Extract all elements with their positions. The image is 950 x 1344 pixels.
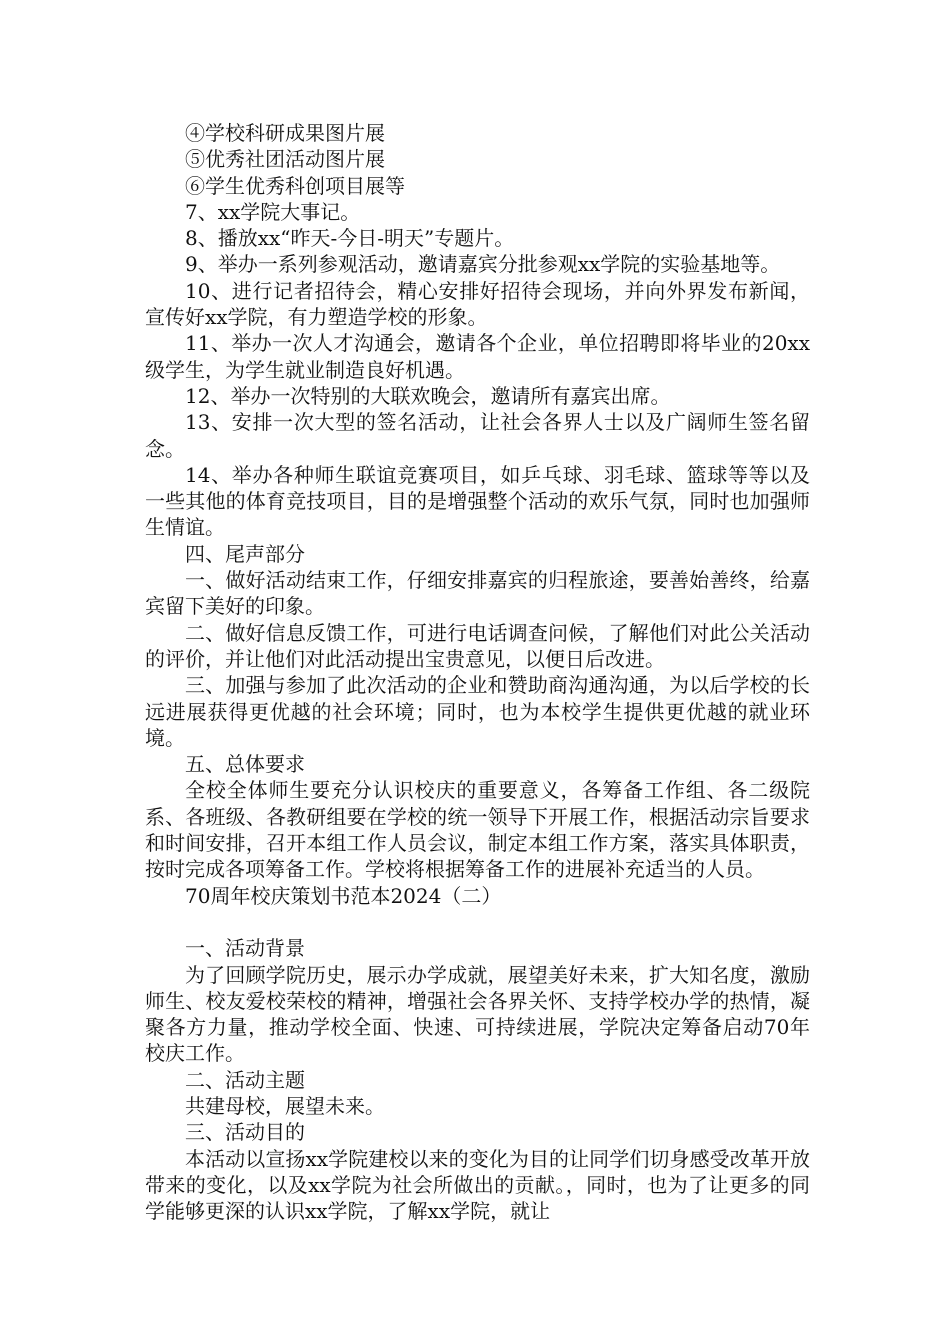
paragraph-item-13: 13、安排一次大型的签名活动，让社会各界人士以及广阔师生签名留念。 xyxy=(145,410,810,461)
paragraph-item-8: 8、播放xx“昨天-今日-明天”专题片。 xyxy=(185,226,515,251)
paragraph-item-10: 10、进行记者招待会，精心安排好招待会现场，并向外界发布新闻，宣传好xx学院，有力塑造学校的形象。 xyxy=(145,278,810,330)
paragraph-ending-2: 二、做好信息反馈工作，可进行电话调查问候，了解他们对此公关活动的评价，并让他们对此活动提出宝贵意见，以便日后改进。 xyxy=(145,620,810,671)
section-heading-background: 一、活动背景 xyxy=(185,936,305,961)
list-item-6: ⑥学生优秀科创项目展等 xyxy=(185,173,405,198)
paragraph-requirements: 全校全体师生要充分认识校庆的重要意义，各筹备工作组、各二级院系、各班级、各教研组要在学校的统一领导下开展工作，根据活动宗旨要求和时间安排，召开本组工作人员会议，制定本组工作方案，落实具体职责，按时完成各项筹备工作。学校将根据筹备工作的进展补充适当的人员。 xyxy=(145,778,810,882)
paragraph-item-14: 14、举办各种师生联谊竞赛项目，如乒乓球、羽毛球、篮球等等以及一些其他的体育竞技项目，目的是增强整个活动的欢乐气氛，同时也加强师生情谊。 xyxy=(145,462,810,540)
paragraph-item-11: 11、举办一次人才沟通会，邀请各个企业，单位招聘即将毕业的20xx级学生，为学生就业制造良好机遇。 xyxy=(145,331,810,382)
paragraph-item-12: 12、举办一次特别的大联欢晚会，邀请所有嘉宾出席。 xyxy=(185,383,671,408)
list-item-4: ④学校科研成果图片展 xyxy=(185,121,385,145)
document-body xyxy=(145,120,810,1224)
paragraph-item-7: 7、xx学院大事记。 xyxy=(185,199,361,224)
section-heading-ending: 四、尾声部分 xyxy=(185,541,305,566)
document-subtitle: 70周年校庆策划书范本2024（二） xyxy=(185,883,502,908)
list-item-5: ⑤优秀社团活动图片展 xyxy=(185,147,385,172)
paragraph-ending-3: 三、加强与参加了此次活动的企业和赞助商沟通沟通，为以后学校的长远进展获得更优越的社会环境；同时，也为本校学生提供更优越的就业环境。 xyxy=(145,673,810,750)
paragraph-item-9: 9、举办一系列参观活动，邀请嘉宾分批参观xx学院的实验基地等。 xyxy=(185,252,781,277)
paragraph-theme: 共建母校，展望未来。 xyxy=(185,1093,385,1118)
section-heading-requirements: 五、总体要求 xyxy=(185,752,305,777)
blank-line xyxy=(145,909,810,935)
paragraph-background: 为了回顾学院历史，展示办学成就，展望美好未来，扩大知名度，激励师生、校友爱校荣校的精神，增强社会各界关怀、支持学校办学的热情，凝聚各方力量，推动学校全面、快速、可持续进展，学院决定筹备启动70年校庆工作。 xyxy=(145,962,810,1066)
section-heading-purpose: 三、活动目的 xyxy=(185,1120,305,1145)
paragraph-purpose: 本活动以宣扬xx学院建校以来的变化为目的让同学们切身感受改革开放带来的变化，以及xx学院为社会所做出的贡献。，同时，也为了让更多的同学能够更深的认识xx学院，了解xx学院，就让 xyxy=(145,1146,810,1224)
paragraph-ending-1: 一、做好活动结束工作，仔细安排嘉宾的归程旅途，要善始善终，给嘉宾留下美好的印象。 xyxy=(145,568,810,619)
section-heading-theme: 二、活动主题 xyxy=(185,1067,305,1092)
